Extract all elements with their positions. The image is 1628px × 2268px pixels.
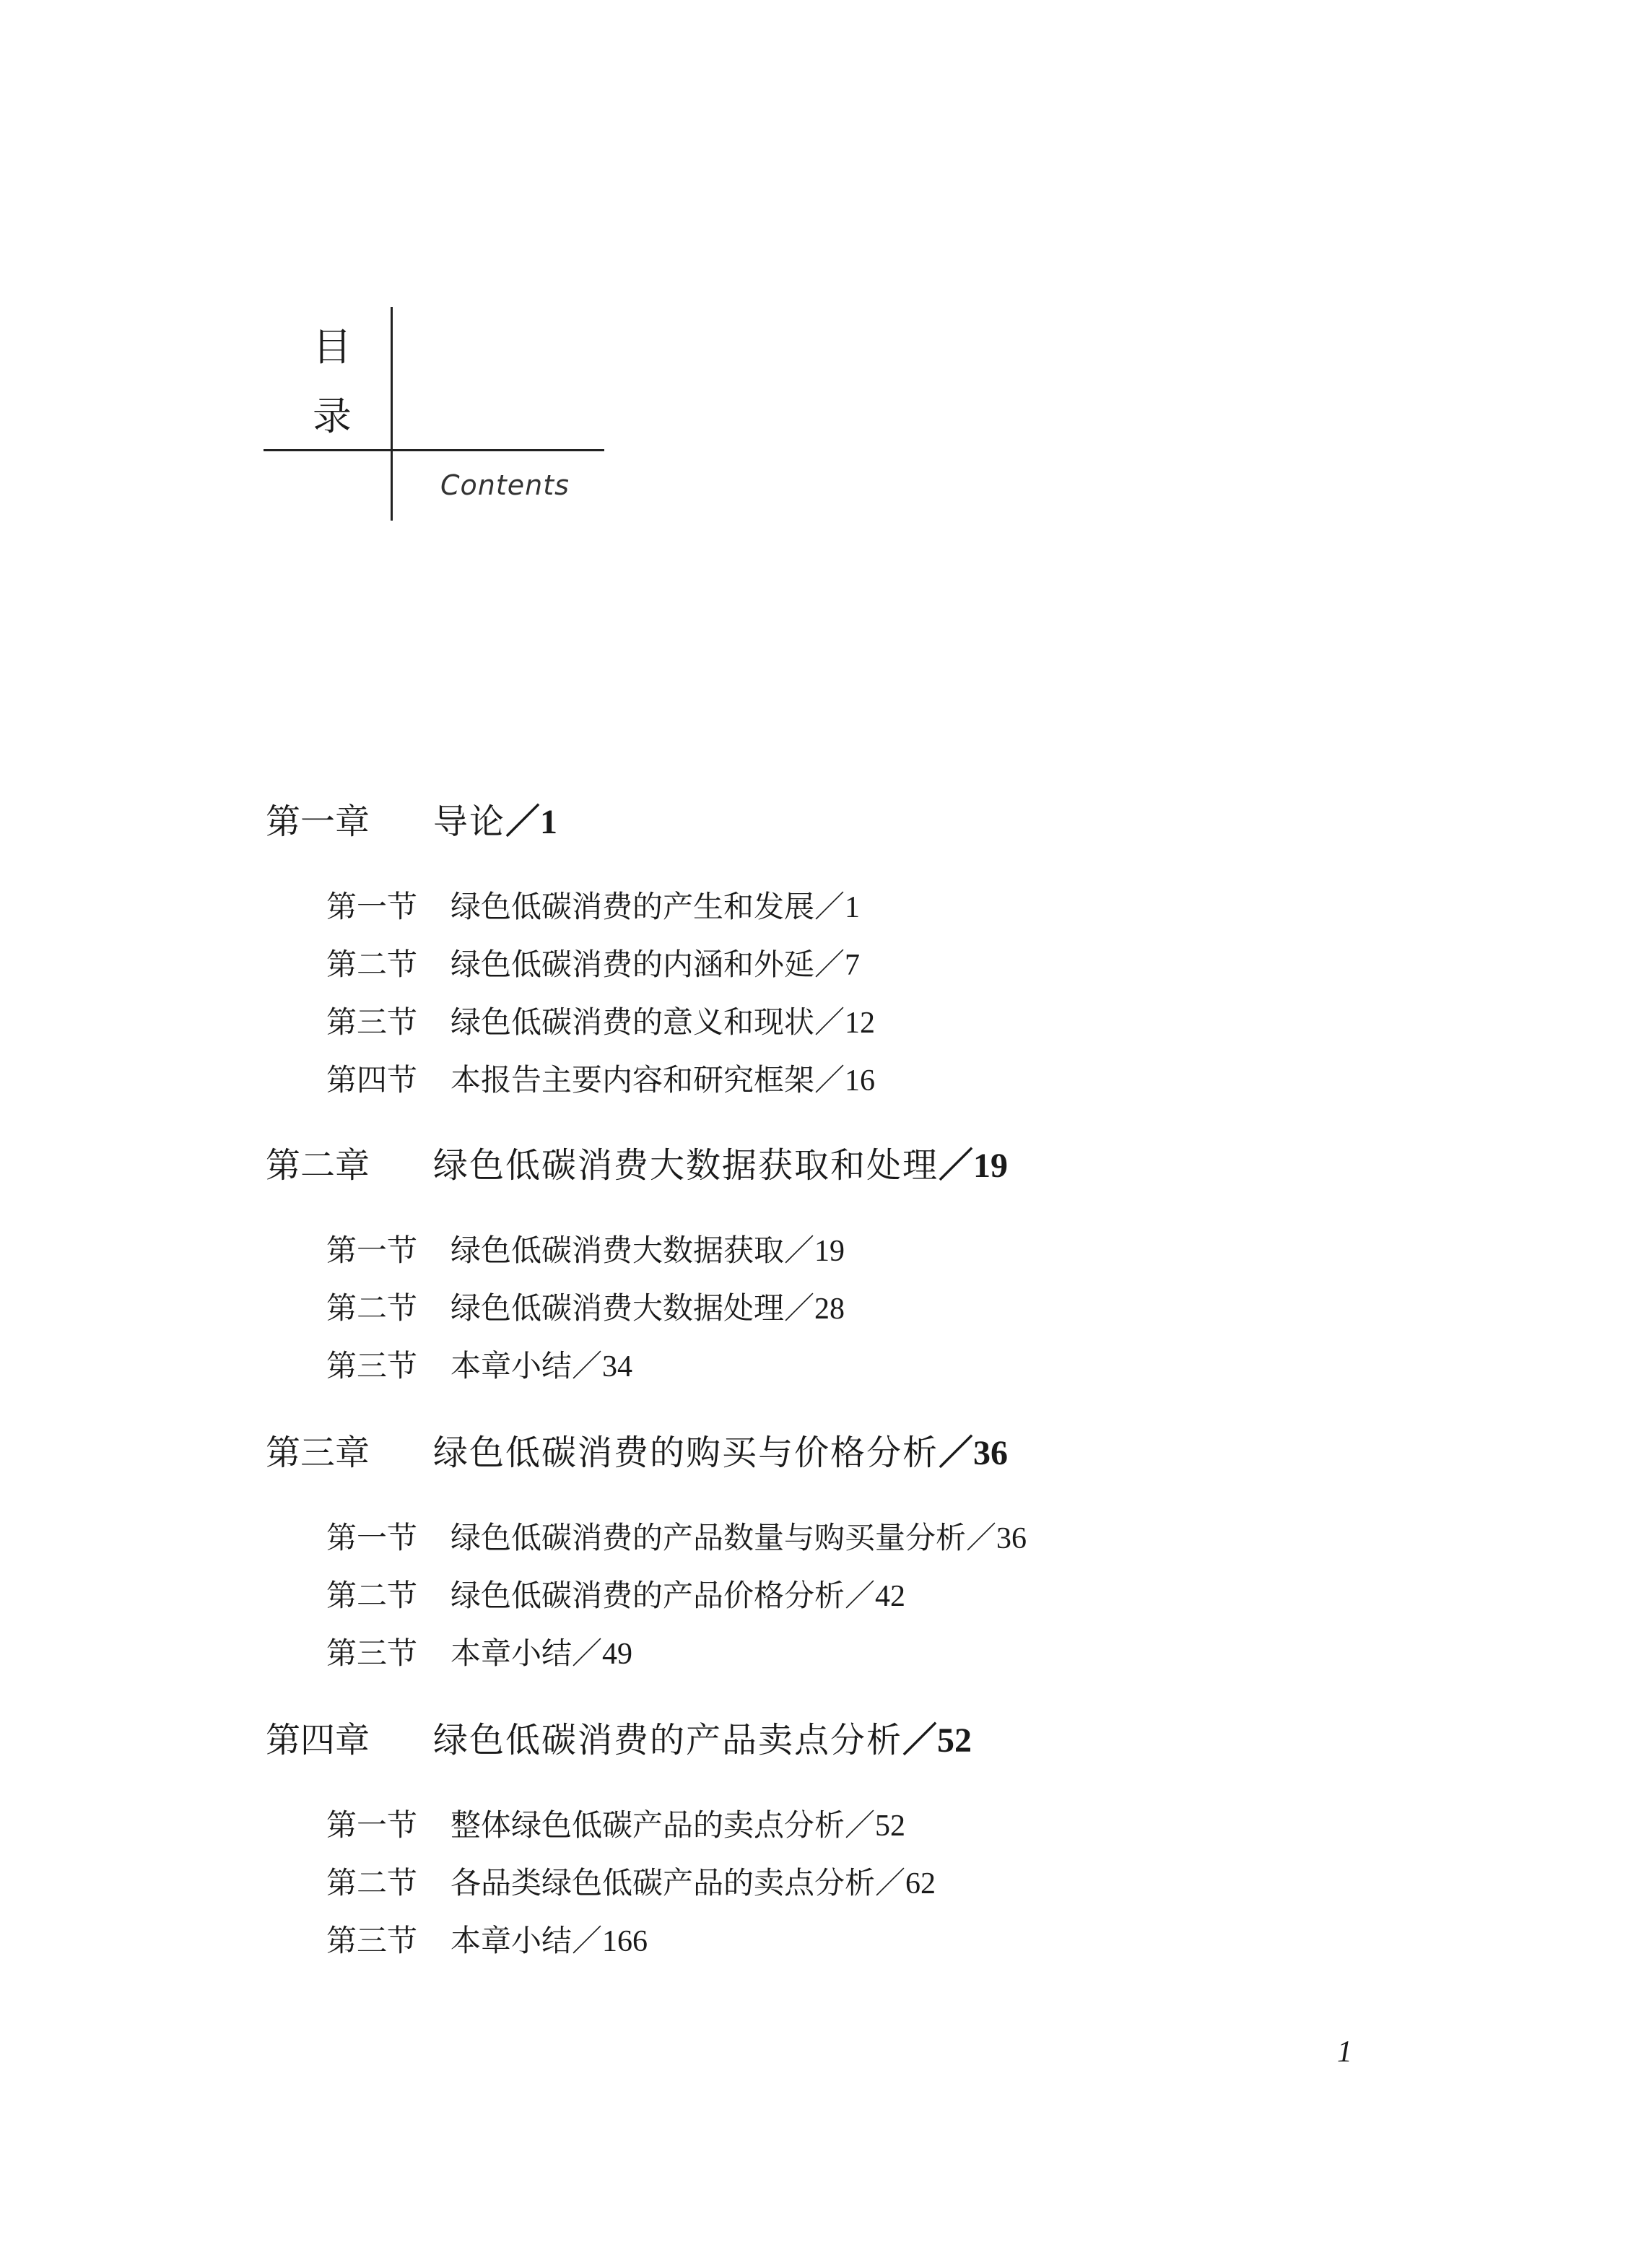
section-page: ／42 (845, 1580, 906, 1613)
section-title: 绿色低碳消费的内涵和外延 (450, 949, 815, 982)
section-page: ／62 (875, 1867, 936, 1900)
section-title: 绿色低碳消费的产品价格分析 (450, 1580, 845, 1613)
section-label: 第二节 (326, 1580, 418, 1613)
section-entry[interactable] (326, 1866, 936, 1902)
section-title: 本章小结 (450, 1638, 573, 1671)
section-title: 整体绿色低碳产品的卖点分析 (450, 1809, 845, 1843)
section-label: 第二节 (326, 1867, 418, 1900)
section-entry[interactable] (326, 947, 860, 983)
section-label: 第一节 (326, 1235, 418, 1268)
chapter-label: 第四章 (266, 1720, 370, 1760)
section-page: ／52 (845, 1809, 906, 1843)
section-label: 第二节 (326, 949, 418, 982)
section-entry[interactable] (326, 1349, 632, 1385)
section-entry[interactable] (326, 1924, 648, 1960)
section-label: 第一节 (326, 891, 418, 924)
header-char-lu: 录 (313, 394, 352, 439)
section-title: 绿色低碳消费大数据处理 (450, 1292, 785, 1326)
chapter-heading[interactable] (266, 1720, 972, 1761)
chapter-heading[interactable] (266, 801, 557, 843)
section-page: ／12 (814, 1007, 876, 1040)
section-entry[interactable] (326, 1291, 845, 1327)
section-page: ／166 (572, 1925, 648, 1958)
section-page: ／19 (784, 1235, 845, 1268)
chapter-label: 第二章 (266, 1145, 370, 1186)
section-title: 绿色低碳消费的产品数量与购买量分析 (450, 1522, 967, 1555)
section-entry[interactable] (326, 1063, 875, 1099)
page-number: 1 (1337, 2035, 1352, 2069)
header-char-mu: 目 (313, 324, 352, 370)
section-title: 绿色低碳消费的产生和发展 (450, 891, 815, 924)
chapter-heading[interactable] (266, 1433, 1008, 1474)
section-entry[interactable] (326, 1636, 632, 1672)
chapter-page: ／36 (939, 1434, 1009, 1472)
section-page: ／34 (572, 1350, 633, 1383)
section-label: 第一节 (326, 1522, 418, 1555)
header-vertical-rule (391, 307, 393, 521)
header-subtitle: Contents (440, 469, 570, 501)
section-label: 第三节 (326, 1925, 418, 1958)
chapter-title: 绿色低碳消费的产品卖点分析 (433, 1720, 903, 1760)
section-entry[interactable] (326, 1521, 1027, 1557)
chapter-page: ／19 (939, 1147, 1009, 1185)
section-entry[interactable] (326, 1233, 845, 1269)
section-page: ／36 (966, 1522, 1027, 1555)
chapter-title: 绿色低碳消费大数据获取和处理 (433, 1145, 939, 1186)
section-title: 本报告主要内容和研究框架 (450, 1064, 815, 1098)
section-entry[interactable] (326, 1578, 905, 1615)
section-title: 绿色低碳消费大数据获取 (450, 1235, 785, 1268)
chapter-title: 绿色低碳消费的购买与价格分析 (433, 1433, 939, 1473)
section-label: 第四节 (326, 1064, 418, 1098)
section-title: 本章小结 (450, 1925, 573, 1958)
chapter-label: 第三章 (266, 1433, 370, 1473)
section-title: 绿色低碳消费的意义和现状 (450, 1007, 815, 1040)
section-label: 第三节 (326, 1007, 418, 1040)
section-title: 各品类绿色低碳产品的卖点分析 (450, 1867, 876, 1900)
section-entry[interactable] (326, 890, 860, 926)
section-page: ／7 (814, 949, 861, 982)
section-title: 本章小结 (450, 1350, 573, 1383)
section-page: ／1 (814, 891, 861, 924)
section-entry[interactable] (326, 1808, 905, 1844)
chapter-page: ／52 (902, 1721, 972, 1760)
section-page: ／28 (784, 1292, 845, 1326)
section-label: 第一节 (326, 1809, 418, 1843)
header-horizontal-rule (264, 449, 604, 451)
section-label: 第三节 (326, 1638, 418, 1671)
chapter-heading[interactable] (266, 1145, 1008, 1186)
chapter-title: 导论 (433, 801, 506, 842)
section-label: 第二节 (326, 1292, 418, 1326)
section-page: ／16 (814, 1064, 876, 1098)
chapter-page: ／1 (505, 803, 558, 841)
section-page: ／49 (572, 1638, 633, 1671)
chapter-label: 第一章 (266, 801, 370, 842)
section-entry[interactable] (326, 1005, 875, 1041)
section-label: 第三节 (326, 1350, 418, 1383)
